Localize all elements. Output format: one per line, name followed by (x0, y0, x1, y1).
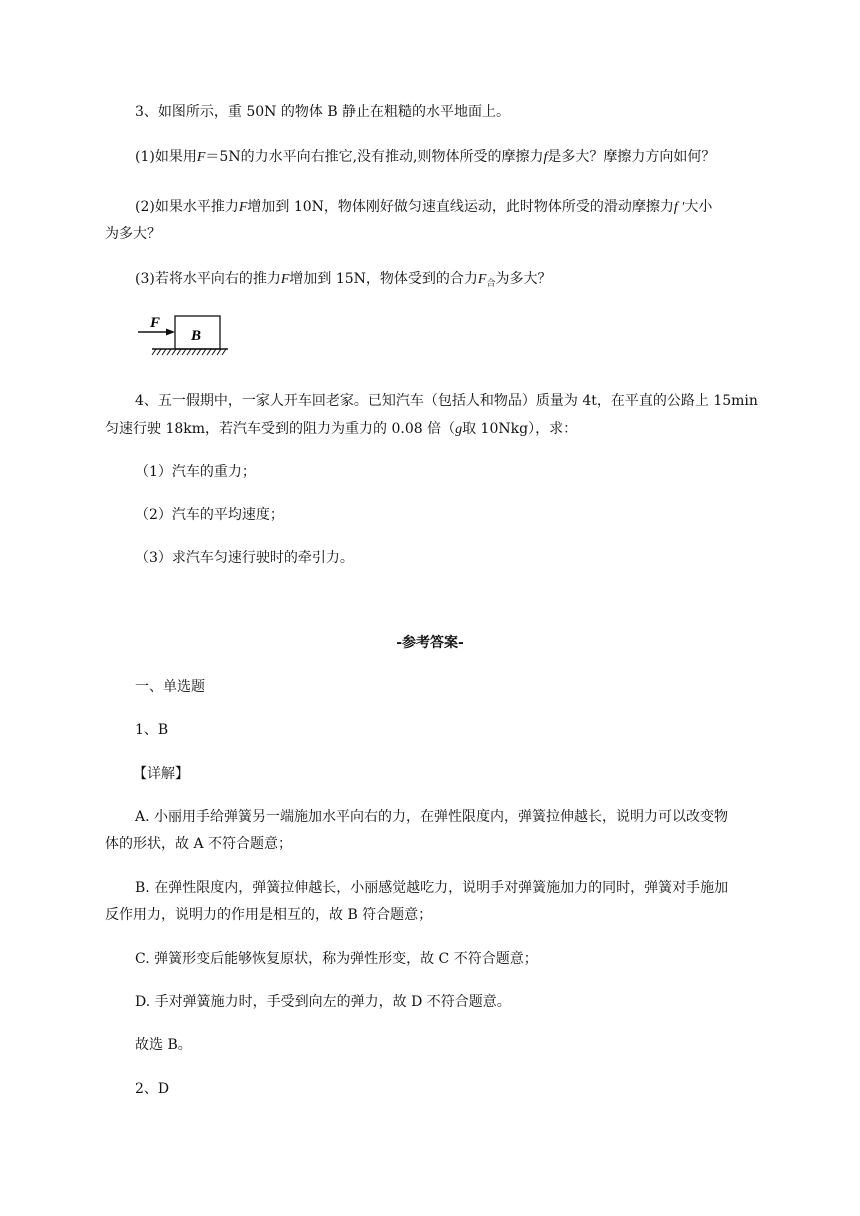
var-f: f (543, 150, 548, 165)
option-d: D. 手对弹簧施力时，手受到向左的弹力，故 D 不符合题意。 (135, 994, 511, 1010)
answer-1: 1、B (135, 722, 169, 738)
q3-part3-text: 增加到 15N，物体受到的合力 (289, 271, 478, 287)
q4-item-3: （3）求汽车匀速行驶时的牵引力。 (135, 550, 354, 566)
q3-part2-text: 增加到 10N，物体刚好做匀速直线运动，此时物体所受的滑动摩擦力 (247, 199, 674, 215)
q4-stem-text: 匀速行驶 18km，若汽车受到的阻力为重力的 0.08 倍（ (105, 421, 456, 437)
q3-part2 (135, 196, 712, 220)
q4-item-1: （1）汽车的重力； (135, 464, 256, 480)
var-g: g (455, 422, 463, 437)
q3-part1-text: (1)如果用 (135, 149, 197, 165)
q3-part1-text: 是多大？摩擦力方向如何？ (547, 149, 716, 165)
arrow-head (166, 329, 175, 336)
q4-item-2: （2）汽车的平均速度； (135, 507, 284, 523)
q3-part1 (135, 146, 715, 170)
q4-stem-text: 取 10Nkg），求： (462, 421, 578, 437)
q3-stem: 3、如图所示，重 50N 的物体 B 静止在粗糙的水平地面上。 (135, 104, 511, 120)
answers-title: -参考答案- (396, 635, 464, 651)
q4-stem-cont (105, 418, 577, 442)
q4-stem: 4、五一假期中，一家人开车回老家。已知汽车（包括人和物品）质量为 4t，在平直的公路上 15min (135, 393, 758, 409)
section-heading: 一、单选题 (135, 679, 205, 695)
block-label: B (191, 328, 202, 344)
answer-2: 2、D (135, 1081, 170, 1097)
q3-part3-text: (3)若将水平向右的推力 (135, 271, 281, 287)
option-a: A. 小丽用手给弹簧另一端施加水平向右的力，在弹性限度内，弹簧拉伸越长，说明力可以改变物 (135, 809, 729, 825)
var-F-net: F (477, 272, 487, 287)
var-F: F (238, 200, 248, 215)
q3-part2-cont: 为多大？ (105, 226, 161, 242)
force-diagram (132, 312, 242, 358)
option-b: B. 在弹性限度内，弹簧拉伸越长，小丽感觉越吃力，说明手对弹簧施加力的同时，弹簧对手施加 (135, 880, 729, 896)
var-F: F (196, 150, 206, 165)
var-f-prime: f ′ (673, 200, 685, 215)
option-a-cont: 体的形状，故 A 不符合题意； (105, 836, 293, 852)
q3-part3 (135, 268, 552, 292)
ground-hatching (152, 349, 226, 355)
var-F: F (280, 272, 290, 287)
q3-part3-text: 为多大？ (495, 271, 552, 287)
detail-label: 【详解】 (133, 766, 189, 782)
q3-part2-text: (2)如果水平推力 (135, 199, 239, 215)
subscript-net: 合 (486, 279, 496, 289)
q3-part1-text: ＝5N的力水平向右推它,没有推动,则物体所受的摩擦力 (205, 149, 544, 165)
option-b-cont: 反作用力，说明力的作用是相互的，故 B 符合题意； (105, 907, 433, 923)
conclusion: 故选 B。 (135, 1037, 192, 1053)
q3-part2-text: 大小 (684, 199, 713, 215)
option-c: C. 弹簧形变后能够恢复原状，称为弹性形变，故 C 不符合题意； (135, 951, 538, 967)
force-label: F (150, 315, 161, 331)
